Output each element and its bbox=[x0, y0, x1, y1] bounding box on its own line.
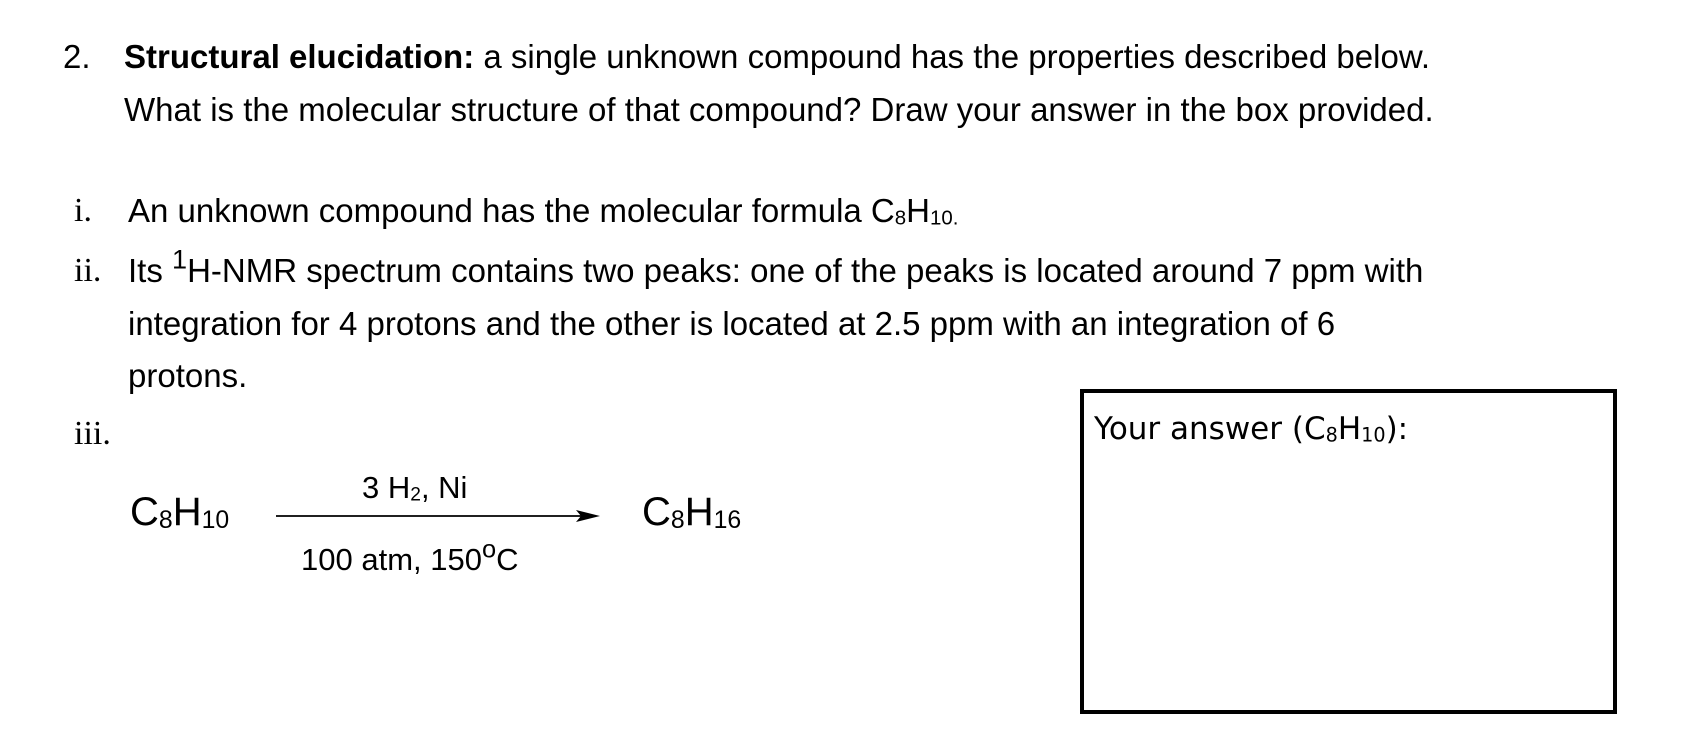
reactant-hydrogen-subscript: 10 bbox=[201, 506, 230, 534]
product-hydrogen: H bbox=[684, 490, 714, 534]
answer-label-start: Your answer (C bbox=[1094, 411, 1326, 447]
answer-box[interactable] bbox=[1080, 389, 1617, 714]
item-i-text-before: An unknown compound has the molecular formula C bbox=[128, 192, 895, 229]
conditions-celsius: C bbox=[496, 542, 519, 577]
question-intro: a single unknown compound has the properties described below. bbox=[474, 38, 1430, 75]
conditions-degree-symbol: o bbox=[481, 535, 497, 564]
reactant-carbon-subscript: 8 bbox=[158, 506, 173, 534]
reagent-hydrogen: 3 H bbox=[362, 470, 411, 505]
reactant-hydrogen: H bbox=[172, 490, 202, 534]
reaction-reagents-top bbox=[362, 470, 467, 506]
item-i-hydrogen: H bbox=[906, 192, 930, 229]
item-ii-line-2: integration for 4 protons and the other is located at 2.5 ppm with an integration of 6 bbox=[128, 305, 1336, 342]
item-i-carbon-subscript: 8 bbox=[894, 206, 907, 230]
item-i-text bbox=[128, 192, 958, 230]
answer-box-label bbox=[1094, 411, 1408, 447]
question-number: 2. bbox=[63, 38, 91, 75]
item-ii-text-before: Its bbox=[128, 252, 173, 289]
product-carbon-subscript: 8 bbox=[670, 506, 685, 534]
item-ii-line-1 bbox=[128, 244, 1424, 290]
item-numeral-ii: ii. bbox=[74, 252, 102, 289]
item-numeral-i: i. bbox=[74, 192, 92, 229]
answer-label-end: ): bbox=[1385, 411, 1409, 447]
reaction-conditions bbox=[301, 535, 519, 578]
reaction-product bbox=[642, 490, 741, 535]
reaction-reactant bbox=[130, 490, 229, 535]
reactant-carbon: C bbox=[130, 490, 159, 534]
question-line-1 bbox=[124, 38, 1430, 76]
conditions-pressure-temperature: 100 atm, 150 bbox=[301, 542, 482, 577]
answer-label-hydrogen: H bbox=[1337, 411, 1362, 447]
item-i-hydrogen-subscript: 10. bbox=[929, 206, 959, 230]
reagent-hydrogen-subscript: 2 bbox=[410, 484, 421, 506]
question-heading: Structural elucidation: bbox=[124, 38, 475, 75]
reagent-catalyst: , Ni bbox=[420, 470, 468, 505]
answer-label-carbon-subscript: 8 bbox=[1325, 423, 1338, 447]
question-line-2: What is the molecular structure of that compound? Draw your answer in the box provided. bbox=[124, 91, 1434, 128]
item-numeral-iii: iii. bbox=[74, 415, 111, 452]
answer-label-hydrogen-subscript: 10 bbox=[1361, 423, 1386, 447]
product-carbon: C bbox=[642, 490, 671, 534]
reaction-arrow-icon bbox=[276, 506, 600, 526]
item-ii-line-1-rest: H-NMR spectrum contains two peaks: one of the peaks is located around 7 ppm with bbox=[187, 252, 1424, 289]
product-hydrogen-subscript: 16 bbox=[713, 506, 742, 534]
item-ii-line-3: protons. bbox=[128, 357, 248, 394]
item-ii-superscript: 1 bbox=[172, 244, 188, 275]
